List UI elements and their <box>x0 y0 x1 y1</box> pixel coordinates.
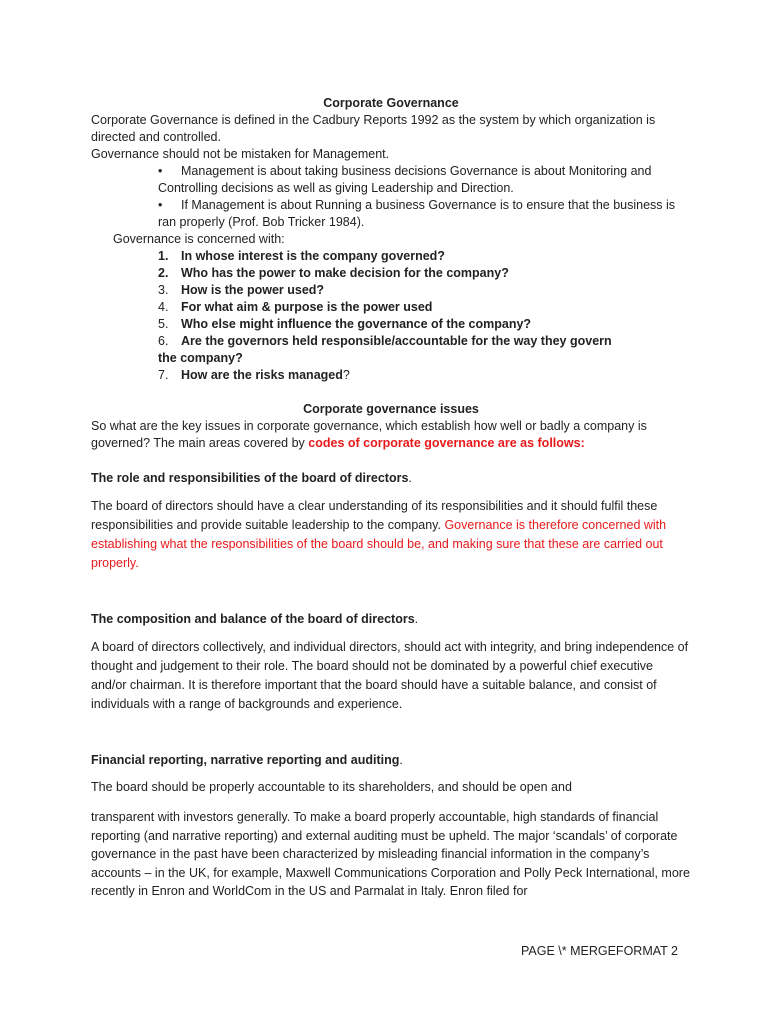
issues-intro-line2 <box>91 435 691 452</box>
section-body: A board of directors collectively, and individual directors, should act with integrity, and bring independence of thought and judgement to their role. The board should not be dominated by a powerful chief executive and/or chairman. It is therefore important that the board should have a suitable balance, and consist of individuals with a range of backgrounds and experience. <box>91 640 689 711</box>
bullet-text-line1: If Management is about Running a business Governance is to ensure that the business is <box>181 198 676 212</box>
question-item <box>158 316 691 333</box>
question-item <box>158 333 691 350</box>
question-text: Who else might influence the governance of the company? <box>181 317 532 331</box>
section-heading-suffix: . <box>399 753 403 767</box>
bullet-icon: • <box>158 198 163 212</box>
section-body: transparent with investors generally. To make a board properly accountable, high standards of financial reporting (and narrative reporting) and external auditing must be upheld. The major ‘scandals’ of corporate governance in the past have been characterized by misleading financial information in the company’s accounts – in the UK, for example, Maxwell Communications Corporation and Polly Peck International, more recently in Enron and WorldCom in the US and Parmalat in Italy. Enron filed for <box>91 810 690 898</box>
question-text: Who has the power to make decision for the company? <box>181 266 509 280</box>
question-text: Are the governors held responsible/accountable for the way they govern <box>181 334 612 348</box>
concerned-with-label: Governance is concerned with: <box>113 232 285 246</box>
document-title: Corporate Governance <box>323 96 459 110</box>
intro-paragraph-1: Corporate Governance is defined in the Cadbury Reports 1992 as the system by which organization is directed and controlled. <box>91 113 656 144</box>
bullet-text-line1: Management is about taking business decisions Governance is about Monitoring and <box>181 164 652 178</box>
section-heading-suffix: . <box>408 471 412 485</box>
section-heading <box>91 611 691 628</box>
question-number: 5. <box>158 317 169 331</box>
question-text-continuation: the company? <box>158 351 243 365</box>
section-heading <box>91 752 691 769</box>
section-body-text: The board of directors should have a clear understanding of its responsibilities and it should fulfil these responsibilities and provide suitable leadership to the company. <box>91 499 658 532</box>
question-number: 2. <box>158 266 169 280</box>
issues-intro-text: governed? The main areas covered by <box>91 436 309 450</box>
bullet-text-line2: ran properly (Prof. Bob Tricker 1984). <box>158 215 365 229</box>
page-footer: PAGE \* MERGEFORMAT 2 <box>521 944 678 958</box>
issues-title: Corporate governance issues <box>303 402 479 416</box>
question-number: 6. <box>158 334 169 348</box>
section-heading <box>91 470 691 487</box>
bullet-list <box>158 163 691 231</box>
question-suffix: ? <box>342 368 350 382</box>
section-heading-suffix: . <box>414 612 419 626</box>
question-item <box>158 299 691 316</box>
question-text: For what aim & purpose is the power used <box>181 300 433 314</box>
question-text: How is the power used? <box>181 283 325 297</box>
question-number: 4. <box>158 300 169 314</box>
questions-list <box>158 248 691 384</box>
bullet-text-line2: Controlling decisions as well as giving Leadership and Direction. <box>158 181 514 195</box>
question-text: How are the risks managed <box>181 368 343 382</box>
section-body <box>91 497 691 573</box>
section-heading-text: Financial reporting, narrative reporting and auditing <box>91 753 400 767</box>
question-text: In whose interest is the company governed? <box>181 249 445 263</box>
question-number: 7. <box>158 368 169 382</box>
document-body <box>91 95 691 901</box>
question-item <box>158 282 691 299</box>
question-item <box>158 265 691 282</box>
section-heading-text: The composition and balance of the board of directors <box>91 612 415 626</box>
issues-intro-highlight: codes of corporate governance are as follows: <box>308 436 585 450</box>
question-item <box>158 367 691 384</box>
question-number: 1. <box>158 249 169 263</box>
issues-intro-line1: So what are the key issues in corporate governance, which establish how well or badly a company is <box>91 419 647 433</box>
question-number: 3. <box>158 283 169 297</box>
section-heading-text: The role and responsibilities of the board of directors <box>91 471 409 485</box>
bullet-item <box>158 163 691 180</box>
intro-paragraph-2: Governance should not be mistaken for Management. <box>91 147 390 161</box>
section-body-line1: The board should be properly accountable to its shareholders, and should be open and <box>91 780 572 794</box>
bullet-icon: • <box>158 164 163 178</box>
question-item <box>158 248 691 265</box>
bullet-item <box>158 197 691 214</box>
section-body-highlight: Governance is therefore concerned with establishing what the responsibilities of the board should be, and making sure that these are carried out properly. <box>91 518 667 570</box>
